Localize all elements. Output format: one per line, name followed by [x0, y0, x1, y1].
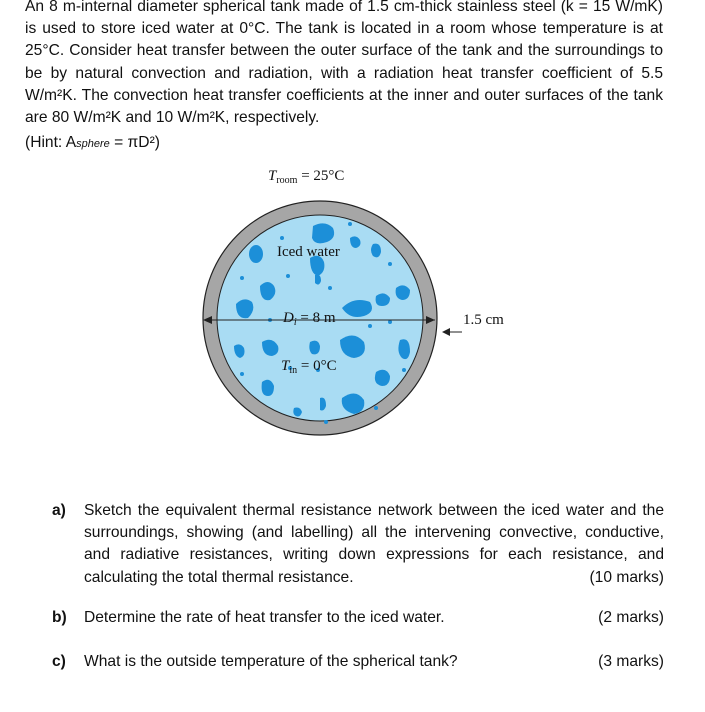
tank-drawing	[190, 160, 530, 450]
question-c-label: c)	[52, 653, 66, 671]
wall-thickness-label: 1.5 cm	[463, 312, 504, 328]
question-c	[52, 651, 664, 673]
t-room-label: $T_{room} = 25^\circ C$	[268, 168, 345, 186]
problem-statement: An 8 m-internal diameter spherical tank made of 1.5 cm-thick stainless steel (k = 15 W/mK) is used to store iced water at 0°C. The tank is located in a room whose temperature is at 25°C. Consider heat transfer between the outer surface of the tank and the surroundings to be by natural convection and radiation, with a radiation heat transfer coefficient of 5.5 W/m²K. The convection heat transfer coefficients at the inner and outer surfaces of the tank are 80 W/m²K and 10 W/m²K, respectively.	[25, 0, 663, 127]
question-list	[52, 500, 664, 673]
question-b-body	[84, 607, 664, 629]
question-b-text: Determine the rate of heat transfer to the iced water.	[84, 608, 445, 626]
question-c-text: What is the outside temperature of the spherical tank?	[84, 653, 458, 671]
hint	[25, 132, 160, 155]
iced-water-label: Iced water	[277, 244, 340, 260]
question-a-body	[84, 500, 664, 589]
hint-prefix: (Hint: A	[25, 134, 77, 151]
question-b-marks: (2 marks)	[598, 608, 664, 626]
hint-suffix: = πD²)	[109, 134, 160, 151]
question-a-text: Sketch the equivalent thermal resistance network between the iced water and the surroundings, showing (and labelling) all the intervening convective, conductive, and radiative resistances, writing down expressions for each resistance, and calculating the total thermal resistance.	[84, 502, 664, 586]
spherical-tank-figure	[190, 160, 530, 450]
question-a-label: a)	[52, 502, 66, 519]
hint-subscript: sphere	[76, 138, 110, 150]
question-c-marks: (3 marks)	[598, 653, 664, 671]
thickness-arrow	[442, 328, 450, 336]
question-b-label: b)	[52, 608, 67, 626]
t-in-label: $T_{in} = 0^\circ C$	[281, 358, 337, 376]
question-a	[52, 500, 664, 589]
question-a-marks: (10 marks)	[589, 568, 664, 586]
question-b	[52, 607, 664, 629]
question-c-body	[84, 651, 664, 673]
inner-diameter-label: $D_i = 8$ m	[283, 310, 336, 328]
